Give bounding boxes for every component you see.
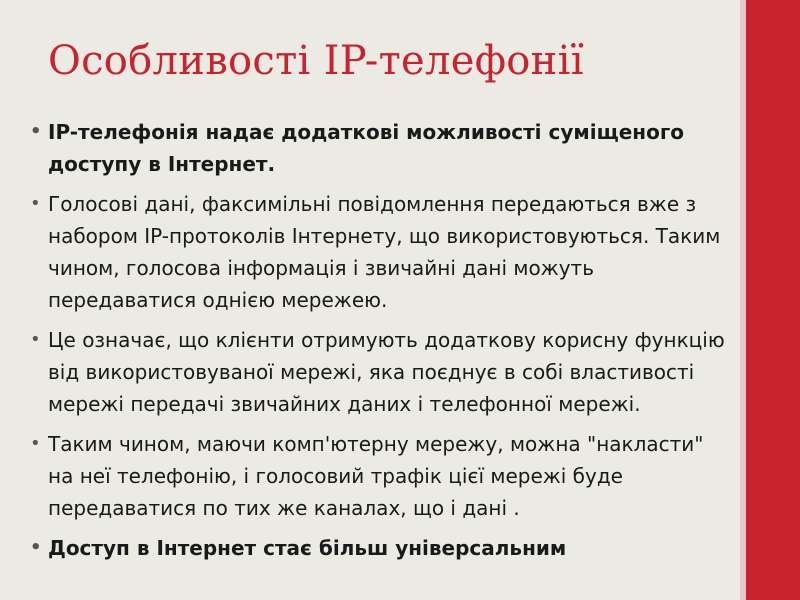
bullet-marker: • bbox=[30, 329, 41, 350]
bullet-list bbox=[30, 116, 730, 572]
bullet-item bbox=[30, 532, 730, 564]
bullet-text: Таким чином, маючи комп'ютерну мережу, можна "накласти" на неї телефонію, і голосовий трафік цієї мережі буде передаватися по тих же каналах, що і дані . bbox=[48, 432, 704, 520]
bullet-item bbox=[30, 428, 730, 524]
bullet-marker: • bbox=[30, 121, 42, 142]
bullet-item bbox=[30, 324, 730, 420]
side-band-red-strip bbox=[746, 0, 800, 600]
bullet-text: Доступ в Інтернет стає більш універсальним bbox=[48, 536, 567, 560]
bullet-marker: • bbox=[30, 193, 41, 214]
bullet-marker: • bbox=[30, 433, 41, 454]
bullet-text: Це означає, що клієнти отримують додаткову корисну функцію від використовуваної мережі, яка поєднує в собі властивості мережі передачі звичайних даних і телефонної мережі. bbox=[48, 328, 725, 416]
bullet-text: IP-телефонія надає додаткові можливості суміщеного доступу в Інтернет. bbox=[48, 120, 685, 176]
bullet-item bbox=[30, 188, 730, 316]
side-accent-band bbox=[740, 0, 800, 600]
bullet-marker: • bbox=[30, 537, 42, 558]
bullet-item bbox=[30, 116, 730, 180]
bullet-text: Голосові дані, факсимільні повідомлення передаються вже з набором IP-протоколів Інтернету, що використовуються. Таким чином, голосова інформація і звичайні дані можуть передаватися однією мережею. bbox=[48, 192, 721, 312]
slide-title: Особливості IP-телефонії bbox=[48, 38, 584, 84]
